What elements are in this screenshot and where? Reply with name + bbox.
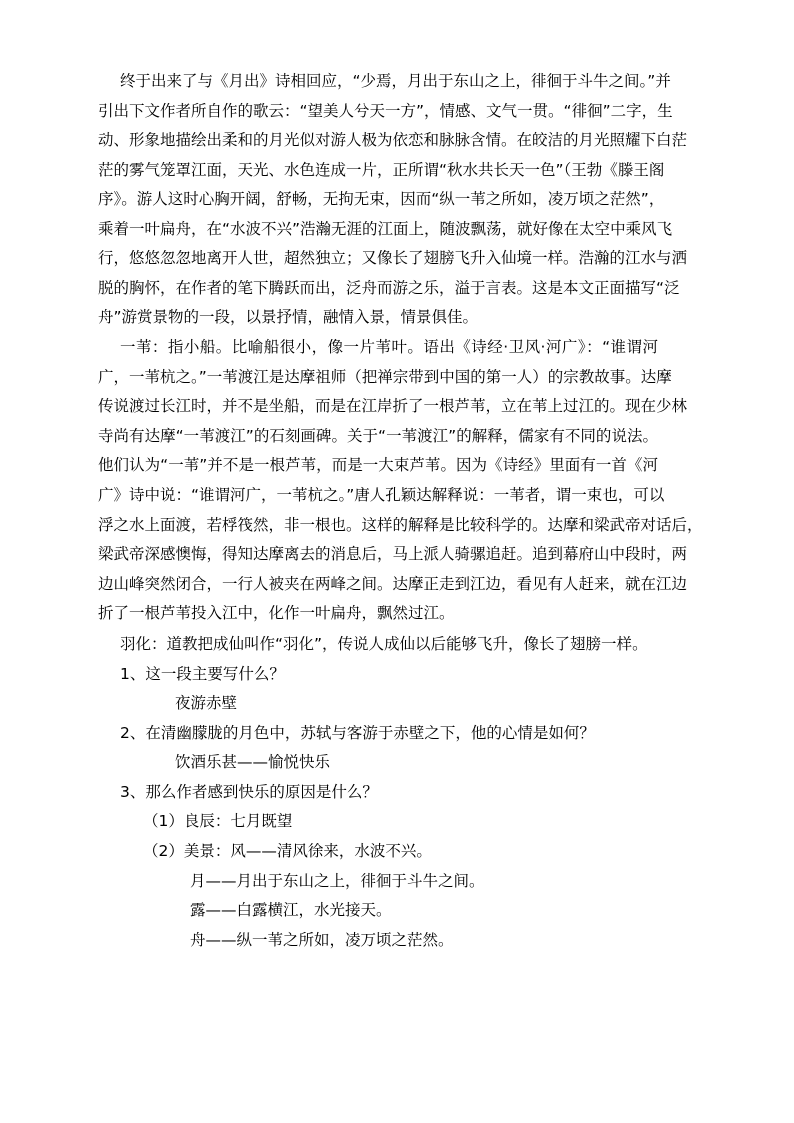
paragraph-line: 梁武帝深感懊悔，得知达摩离去的消息后，马上派人骑骡追赶。追到幕府山中段时，两 [98, 545, 688, 563]
paragraph-line: 乘着一叶扁舟，在“水波不兴”浩瀚无涯的江面上，随波飘荡，就好像在太空中乘风飞 [98, 220, 673, 238]
paragraph-line: 一苇：指小船。比喻船很小，像一片苇叶。语出《诗经·卫风·河广》：“谁谓河 [120, 338, 658, 356]
paragraph-line: 折了一根芦苇投入江中，化作一叶扁舟，飘然过江。 [98, 604, 455, 622]
question-1: 1、这一段主要写什么？ [120, 665, 285, 683]
paragraph-line: 行，悠悠忽忽地离开人世，超然独立；又像长了翅膀飞升入仙境一样。浩瀚的江水与洒 [98, 249, 688, 267]
question-2: 2、在清幽朦胧的月色中，苏轼与客游于赤壁之下，他的心情是如何？ [120, 724, 595, 742]
paragraph-line: 舟”游赏景物的一段，以景抒情，融情入景，情景俱佳。 [98, 308, 479, 326]
paragraph-line: 脱的胸怀，在作者的笔下腾跃而出，泛舟而游之乐，溢于言表。这是本文正面描写“泛 [98, 279, 680, 297]
paragraph-line: 浮之水上面渡，若桴筏然，非一根也。这样的解释是比较科学的。达摩和梁武帝对话后， [98, 516, 703, 534]
paragraph-line: 序》。游人这时心胸开阔，舒畅，无拘无束，因而“纵一苇之所如，凌万顷之茫然”， [98, 190, 665, 208]
paragraph-line: 寺尚有达摩“一苇渡江”的石刻画碑。关于“一苇渡江”的解释，儒家有不同的说法。 [98, 427, 658, 445]
answer-3-subitem: 舟——纵一苇之所如，凌万顷之茫然。 [190, 931, 454, 949]
paragraph-line: 广》诗中说：“谁谓河广，一苇杭之。”唐人孔颖达解释说：一苇者，谓一束也，可以 [98, 486, 665, 504]
paragraph-line: 他们认为“一苇”并不是一根芦苇，而是一大束芦苇。因为《诗经》里面有一首《河 [98, 456, 658, 474]
answer-3-item: （1）良辰：七月既望 [143, 812, 293, 830]
paragraph-line: 动、形象地描绘出柔和的月光似对游人极为依恋和脉脉含情。在皎洁的月光照耀下白茫 [98, 131, 688, 149]
paragraph-line: 边山峰突然闭合，一行人被夹在两峰之间。达摩正走到江边，看见有人赶来，就在江边 [98, 575, 688, 593]
question-3: 3、那么作者感到快乐的原因是什么？ [120, 783, 378, 801]
paragraph-line: 传说渡过长江时，并不是坐船，而是在江岸折了一根芦苇，立在苇上过江的。现在少林 [98, 397, 688, 415]
paragraph-line: 终于出来了与《月出》诗相回应，“少焉，月出于东山之上，徘徊于斗牛之间。”并 [120, 72, 671, 90]
answer-3-subitem: 月——月出于东山之上，徘徊于斗牛之间。 [190, 872, 485, 890]
paragraph-line: 茫的雾气笼罩江面，天光、水色连成一片，正所谓“秋水共长天一色”（王勃《滕王阁 [98, 161, 665, 179]
answer-3-subitem: 露——白露横江，水光接天。 [190, 901, 392, 919]
paragraph-line: 广，一苇杭之。”一苇渡江是达摩祖师（把禅宗带到中国的第一人）的宗教故事。达摩 [98, 368, 672, 386]
paragraph-yu-hua: 羽化：道教把成仙叫作“羽化”，传说人成仙以后能够飞升，像长了翅膀一样。 [120, 635, 648, 653]
answer-1: 夜游赤壁 [175, 694, 238, 712]
answer-3-item: （2）美景：风——清风徐来，水波不兴。 [143, 842, 432, 860]
answer-2: 饮酒乐甚——愉悦快乐 [175, 753, 331, 771]
paragraph-line: 引出下文作者所自作的歌云：“望美人兮天一方”，情感、文气一贯。“徘徊”二字，生 [98, 102, 673, 120]
